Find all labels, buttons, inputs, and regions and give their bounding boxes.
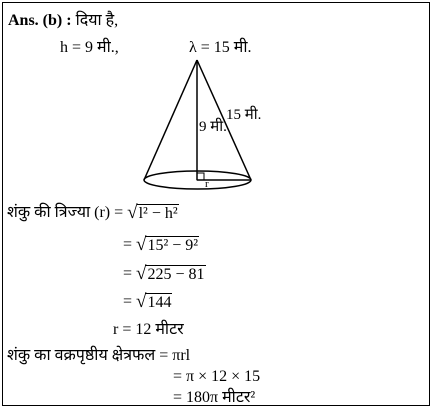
radicand: 225 − 81 — [147, 266, 205, 283]
surface-area-step-2: = π × 12 × 15 — [173, 368, 261, 385]
surface-formula: πrl — [172, 347, 191, 364]
radius-step-4 — [123, 293, 172, 312]
sqrt-symbol: √ — [136, 291, 147, 312]
solution-box — [2, 2, 430, 406]
equals-sign: = — [123, 293, 133, 311]
radius-step-3 — [123, 265, 206, 284]
given-slant-height: λ = 15 मी. — [189, 39, 252, 56]
radius-result: r = 12 मीटर — [113, 321, 184, 338]
given-height: h = 9 मी., — [60, 39, 119, 56]
radius-step-2 — [123, 236, 199, 255]
sqrt-symbol: √ — [127, 202, 138, 223]
surface-prefix: शंकु का वक्रपृष्ठीय क्षेत्रफल = — [7, 347, 169, 364]
radicand: 144 — [147, 294, 172, 311]
radius-step-1 — [7, 204, 179, 223]
cone-left-edge — [144, 60, 197, 180]
surface-area-result: = 180π मीटर² — [173, 389, 256, 406]
sqrt-expression — [136, 265, 205, 284]
answer-label: Ans. (b) : — [8, 12, 72, 29]
radicand: 15² − 9² — [147, 237, 199, 254]
sqrt-expression — [136, 236, 199, 255]
radicand: l² − h² — [138, 205, 178, 222]
surface-area-step-1 — [7, 347, 190, 365]
given-label: दिया है, — [75, 12, 119, 29]
radius-label: r — [205, 178, 209, 190]
sqrt-expression — [127, 204, 179, 223]
equals-sign: = — [123, 265, 133, 283]
slant-label: 15 मी. — [226, 107, 262, 123]
height-label: 9 मी. — [199, 119, 227, 135]
radius-prefix: शंकु की त्रिज्या (r) = — [7, 204, 124, 222]
equals-sign: = — [123, 236, 133, 254]
sqrt-symbol: √ — [136, 234, 147, 255]
right-angle-mark — [197, 173, 204, 180]
sqrt-expression — [136, 293, 172, 312]
sqrt-symbol: √ — [136, 263, 147, 284]
